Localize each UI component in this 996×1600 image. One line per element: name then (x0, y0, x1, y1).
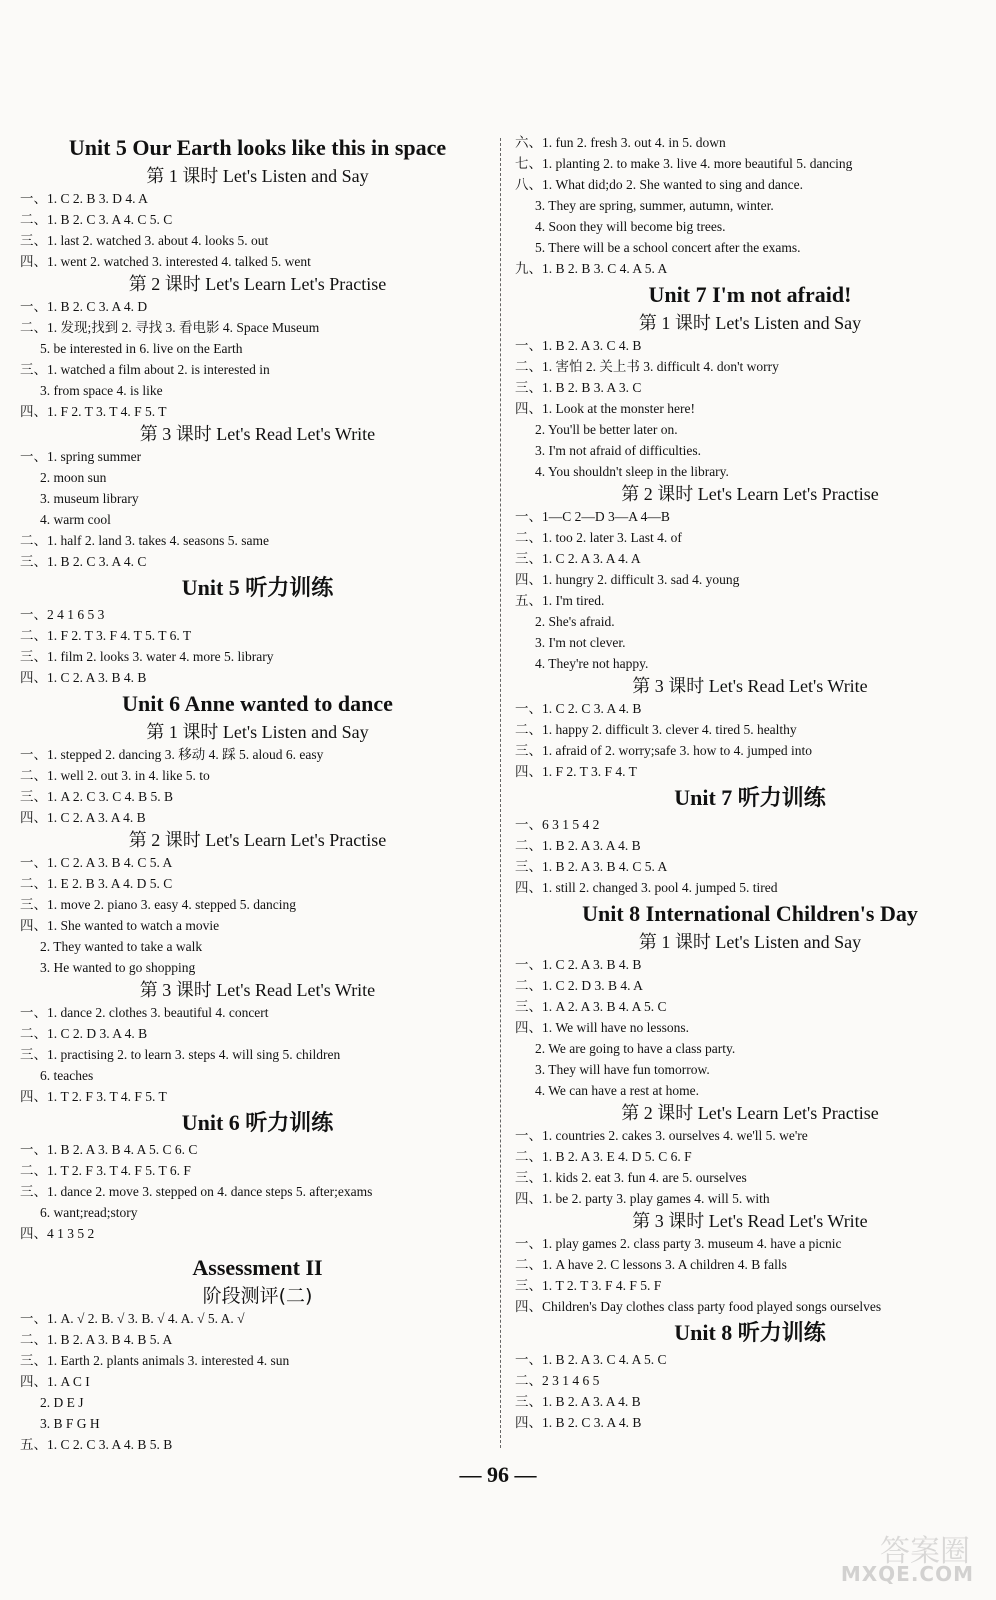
answer-line: 一、1. B 2. A 3. B 4. A 5. C 6. C (20, 1142, 198, 1157)
answer-line: 四、1. C 2. A 3. B 4. B (20, 670, 147, 685)
answer-line: 4. Soon they will become big trees. (535, 219, 726, 234)
answer-line: 五、1. I'm tired. (515, 593, 605, 608)
answer-line: 一、1. C 2. C 3. A 4. B (515, 701, 642, 716)
answer-line: 3. museum library (40, 491, 139, 506)
answer-line: 5. There will be a school concert after the exams. (535, 240, 801, 255)
answer-line: 4. warm cool (40, 512, 111, 527)
answer-line: 4. We can have a rest at home. (535, 1083, 699, 1098)
answer-line: 2. moon sun (40, 470, 107, 485)
answer-line: 二、1. B 2. C 3. A 4. C 5. C (20, 212, 173, 227)
answer-line: 2. D E J (40, 1395, 84, 1410)
answer-line: 四、Children's Day clothes class party food played songs ourselves (515, 1299, 882, 1314)
lesson-heading: 第 3 课时 Let's Read Let's Write (632, 676, 868, 696)
answer-line: 2. You'll be better later on. (535, 422, 678, 437)
lesson-heading: 第 2 课时 Let's Learn Let's Practise (621, 1103, 879, 1123)
answer-line: 二、1. happy 2. difficult 3. clever 4. tired 5. healthy (515, 722, 797, 737)
answer-line: 一、1. C 2. A 3. B 4. B (515, 957, 642, 972)
lesson-heading: 第 1 课时 Let's Listen and Say (146, 166, 369, 186)
answer-line: 一、1. play games 2. class party 3. museum 4. have a picnic (515, 1236, 842, 1251)
answer-line: 三、1. C 2. A 3. A 4. A (515, 551, 641, 566)
answer-line: 一、1—C 2—D 3—A 4—B (515, 509, 670, 524)
answer-line: 三、1. A 2. C 3. C 4. B 5. B (20, 789, 174, 804)
answer-line: 五、1. C 2. C 3. A 4. B 5. B (20, 1437, 173, 1452)
unit-heading: Unit 6 听力训练 (181, 1110, 334, 1135)
answer-line: 一、1. C 2. B 3. D 4. A (20, 191, 148, 206)
answer-line: 一、1. dance 2. clothes 3. beautiful 4. concert (20, 1005, 269, 1020)
lesson-heading: 第 2 课时 Let's Learn Let's Practise (621, 484, 879, 504)
answer-line: 三、1. dance 2. move 3. stepped on 4. dance steps 5. after;exams (20, 1184, 373, 1199)
answer-line: 6. want;read;story (40, 1205, 138, 1220)
answer-line: 2. We are going to have a class party. (535, 1041, 736, 1056)
lesson-heading: 第 2 课时 Let's Learn Let's Practise (128, 274, 387, 294)
lesson-heading: 第 3 课时 Let's Read Let's Write (139, 424, 376, 444)
answer-line: 三、1. T 2. T 3. F 4. F 5. F (515, 1278, 662, 1293)
answer-line: 2. She's afraid. (535, 614, 615, 629)
answer-line: 四、1. be 2. party 3. play games 4. will 5. with (515, 1191, 770, 1206)
answer-line: 四、1. hungry 2. difficult 3. sad 4. young (515, 572, 740, 587)
answer-line: 四、1. C 2. A 3. A 4. B (20, 810, 146, 825)
answer-line: 一、1. B 2. C 3. A 4. D (20, 299, 148, 314)
answer-line: 六、1. fun 2. fresh 3. out 4. in 5. down (515, 135, 726, 150)
answer-line: 四、1. She wanted to watch a movie (20, 918, 220, 933)
answer-line: 三、1. watched a film about 2. is interested in (20, 362, 270, 377)
unit-heading: Assessment II (192, 1255, 323, 1280)
unit-heading: Unit 5 Our Earth looks like this in space (68, 135, 447, 160)
answer-line: 三、1. move 2. piano 3. easy 4. stepped 5. dancing (20, 897, 296, 912)
left-column (20, 132, 495, 1455)
answer-line: 3. I'm not afraid of difficulties. (535, 443, 702, 458)
answer-line: 二、1. 发现;找到 2. 寻找 3. 看电影 4. Space Museum (20, 320, 320, 335)
answer-line: 三、1. B 2. B 3. A 3. C (515, 380, 642, 395)
unit-heading: Unit 7 听力训练 (674, 785, 826, 810)
unit-heading: Unit 8 International Children's Day (582, 901, 918, 926)
answer-line: 2. They wanted to take a walk (40, 939, 203, 954)
answer-line: 四、1. went 2. watched 3. interested 4. talked 5. went (20, 254, 311, 269)
lesson-heading: 第 3 课时 Let's Read Let's Write (632, 1211, 868, 1231)
answer-line: 二、1. half 2. land 3. takes 4. seasons 5. same (20, 533, 269, 548)
answer-line: 二、1. B 2. A 3. A 4. B (515, 838, 641, 853)
answer-line: 八、1. What did;do 2. She wanted to sing and dance. (515, 177, 803, 192)
answer-line: 二、1. E 2. B 3. A 4. D 5. C (20, 876, 173, 891)
answer-line: 七、1. planting 2. to make 3. live 4. more beautiful 5. dancing (515, 156, 853, 171)
answer-line: 4. They're not happy. (535, 656, 649, 671)
answer-line: 3. They will have fun tomorrow. (535, 1062, 710, 1077)
lesson-heading: 第 2 课时 Let's Learn Let's Practise (128, 830, 387, 850)
answer-line: 一、1. stepped 2. dancing 3. 移动 4. 踩 5. aloud 6. easy (20, 747, 324, 762)
answer-line: 三、1. kids 2. eat 3. fun 4. are 5. ourselves (515, 1170, 747, 1185)
answer-line: 一、1. spring summer (20, 449, 142, 464)
answer-line: 三、1. Earth 2. plants animals 3. interested 4. sun (20, 1353, 290, 1368)
answer-line: 4. You shouldn't sleep in the library. (535, 464, 729, 479)
answer-line: 二、1. C 2. D 3. A 4. B (20, 1026, 148, 1041)
lesson-heading: 第 1 课时 Let's Listen and Say (638, 932, 862, 952)
answer-line: 四、4 1 3 5 2 (20, 1226, 95, 1241)
answer-line: 四、1. F 2. T 3. T 4. F 5. T (20, 404, 167, 419)
answer-line: 二、1. well 2. out 3. in 4. like 5. to (20, 768, 210, 783)
watermark-glyph: 答案圈 (880, 1534, 970, 1569)
watermark-logo (824, 1526, 974, 1586)
answer-line: 四、1. B 2. C 3. A 4. B (515, 1415, 642, 1430)
answer-line: 三、1. B 2. A 3. B 4. C 5. A (515, 859, 668, 874)
answer-line: 一、1. countries 2. cakes 3. ourselves 4. we'll 5. we're (515, 1128, 808, 1143)
answer-line: 一、1. A. √ 2. B. √ 3. B. √ 4. A. √ 5. A. √ (20, 1311, 245, 1326)
spacer (20, 1244, 495, 1252)
answer-line: 四、1. A C I (20, 1374, 90, 1389)
answer-line: 3. B F G H (40, 1416, 100, 1431)
unit-heading: Unit 8 听力训练 (674, 1320, 826, 1345)
answer-line: 四、1. still 2. changed 3. pool 4. jumped 5. tired (515, 880, 778, 895)
answer-line: 3. from space 4. is like (40, 383, 163, 398)
page-number: — 96 — (459, 1462, 537, 1487)
answer-line: 二、1. B 2. A 3. B 4. B 5. A (20, 1332, 173, 1347)
answer-line: 三、1. last 2. watched 3. about 4. looks 5. out (20, 233, 269, 248)
answer-line: 九、1. B 2. B 3. C 4. A 5. A (515, 261, 668, 276)
answer-line: 3. They are spring, summer, autumn, winter. (535, 198, 774, 213)
answer-line: 5. be interested in 6. live on the Earth (40, 341, 243, 356)
answer-line: 二、2 3 1 4 6 5 (515, 1373, 600, 1388)
unit-heading: Unit 7 I'm not afraid! (648, 282, 852, 307)
right-column (515, 132, 985, 1433)
answer-line: 四、1. We will have no lessons. (515, 1020, 690, 1035)
unit-heading: Unit 5 听力训练 (181, 575, 334, 600)
answer-line: 四、1. T 2. F 3. T 4. F 5. T (20, 1089, 167, 1104)
answer-line: 一、1. B 2. A 3. C 4. A 5. C (515, 1352, 667, 1367)
answer-line: 三、1. film 2. looks 3. water 4. more 5. library (20, 649, 274, 664)
answer-line: 二、1. A have 2. C lessons 3. A children 4. B falls (515, 1257, 787, 1272)
answer-line: 一、1. B 2. A 3. C 4. B (515, 338, 642, 353)
answer-line: 3. He wanted to go shopping (40, 960, 196, 975)
answer-line: 四、1. Look at the monster here! (515, 401, 695, 416)
answer-line: 6. teaches (40, 1068, 94, 1083)
answer-line: 一、6 3 1 5 4 2 (515, 817, 600, 832)
answer-line: 3. I'm not clever. (535, 635, 626, 650)
unit-heading: Unit 6 Anne wanted to dance (122, 691, 393, 716)
answer-line: 一、1. C 2. A 3. B 4. C 5. A (20, 855, 173, 870)
answer-line: 二、1. T 2. F 3. T 4. F 5. T 6. F (20, 1163, 191, 1178)
answer-line: 三、1. practising 2. to learn 3. steps 4. will sing 5. children (20, 1047, 341, 1062)
answer-line: 三、1. A 2. A 3. B 4. A 5. C (515, 999, 667, 1014)
lesson-heading: 第 3 课时 Let's Read Let's Write (139, 980, 376, 1000)
watermark-text: MXQE.COM (840, 1562, 974, 1586)
section-subheading: 阶段测评(二) (202, 1285, 313, 1307)
answer-line: 四、1. F 2. T 3. F 4. T (515, 764, 637, 779)
answer-line: 二、1. 害怕 2. 关上书 3. difficult 4. don't worry (515, 359, 779, 374)
answer-line: 二、1. too 2. later 3. Last 4. of (515, 530, 682, 545)
lesson-heading: 第 1 课时 Let's Listen and Say (638, 313, 862, 333)
answer-line: 三、1. afraid of 2. worry;safe 3. how to 4. jumped into (515, 743, 812, 758)
answer-line: 三、1. B 2. A 3. A 4. B (515, 1394, 641, 1409)
answer-line: 三、1. B 2. C 3. A 4. C (20, 554, 147, 569)
lesson-heading: 第 1 课时 Let's Listen and Say (146, 722, 369, 742)
answer-line: 二、1. B 2. A 3. E 4. D 5. C 6. F (515, 1149, 692, 1164)
answer-line: 一、2 4 1 6 5 3 (20, 607, 105, 622)
column-divider (500, 138, 501, 1448)
answer-line: 二、1. C 2. D 3. B 4. A (515, 978, 643, 993)
answer-line: 二、1. F 2. T 3. F 4. T 5. T 6. T (20, 628, 192, 643)
